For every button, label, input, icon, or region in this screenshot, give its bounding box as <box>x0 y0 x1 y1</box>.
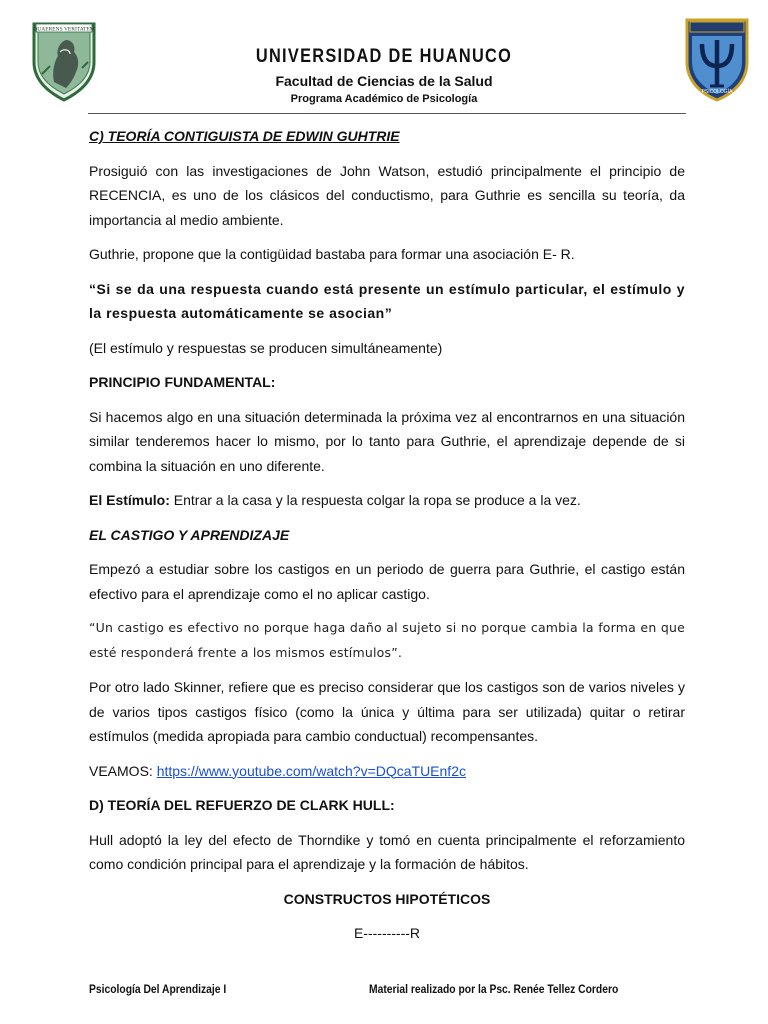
document-body <box>89 124 685 956</box>
paragraph-5: Empezó a estudiar sobre los castigos en un periodo de guerra para Guthrie, el castigo están efectivo para el aprendizaje como el no aplicar castigo. <box>89 561 685 602</box>
university-name: UNIVERSIDAD DE HUANUCO <box>255 46 513 67</box>
quote-guthrie: “Si se da una respuesta cuando está presente un estímulo particular, el estímulo y la respuesta automáticamente se asocian” <box>89 280 685 321</box>
veamos-label: VEAMOS: <box>89 762 157 779</box>
stimulus-label: El Estímulo: <box>89 492 170 508</box>
paragraph-2: Guthrie, propone que la contigüidad bastaba para formar una asociación E- R. <box>89 246 575 262</box>
quote-castigo: “Un castigo es efectivo no porque haga daño al sujeto si no porque cambia la forma en que esté responderá frente a los mismos estímulos”. <box>89 620 685 660</box>
paragraph-1: Prosiguió con las investigaciones de John Watson, estudió principalmente el principio de RECENCIA, es uno de los clásicos del conductismo, para Guthrie es sencilla su teoría, da importancia al medio ambiente. <box>89 162 685 228</box>
stimulus-text: Entrar a la casa y la respuesta colgar la ropa se produce a la vez. <box>169 492 581 508</box>
stimulus-paragraph <box>89 488 685 513</box>
constructs-heading: CONSTRUCTOS HIPOTÉTICOS <box>283 890 491 907</box>
er-diagram: E----------R <box>353 925 421 941</box>
paragraph-3: (El estímulo y respuestas se producen simultáneamente) <box>89 339 443 356</box>
section-d-title: D) TEORÍA DEL REFUERZO DE CLARK HULL: <box>89 797 395 813</box>
section-c-title: C) TEORÍA CONTIGUISTA DE EDWIN GUHTRIE <box>89 128 400 144</box>
principle-heading: PRINCIPIO FUNDAMENTAL: <box>89 374 276 390</box>
faculty-name: Facultad de Ciencias de la Salud <box>275 73 493 89</box>
logo-caption: PSICOLOGÍA <box>701 89 733 95</box>
paragraph-6: Por otro lado Skinner, refiere que es preciso considerar que los castigos son de varios niveles y de varios tipos castigos físico (como la única y última para ser utilizada) quitar o retirar estímulos (medida apropiada para cambio conductual) recompensantes. <box>89 679 685 744</box>
logo-motto: QUAERENS VERITATEM <box>33 26 95 33</box>
paragraph-4: Si hacemos algo en una situación determinada la próxima vez al encontrarnos en una situación similar tenderemos hacer lo mismo, por lo tanto para Guthrie, el aprendizaje depende de si combina la situación en uno diferente. <box>89 408 685 474</box>
veamos-paragraph <box>89 759 685 784</box>
footer-course: Psicología Del Aprendizaje I <box>89 982 227 996</box>
program-name: Programa Académico de Psicología <box>290 93 478 105</box>
paragraph-7: Hull adoptó la ley del efecto de Thorndike y tomó en cuenta principalmente el reforzamiento como condición principal para el aprendizaje y la formación de hábitos. <box>89 831 685 872</box>
castigo-heading: EL CASTIGO Y APRENDIZAJE <box>89 526 290 543</box>
header-divider <box>88 113 686 114</box>
footer-author: Material realizado por la Psc. Renée Tellez Cordero <box>369 982 619 996</box>
youtube-link[interactable]: https://www.youtube.com/watch?v=DQcaTUEnf2c <box>156 762 466 779</box>
psychology-program-logo <box>684 16 750 102</box>
